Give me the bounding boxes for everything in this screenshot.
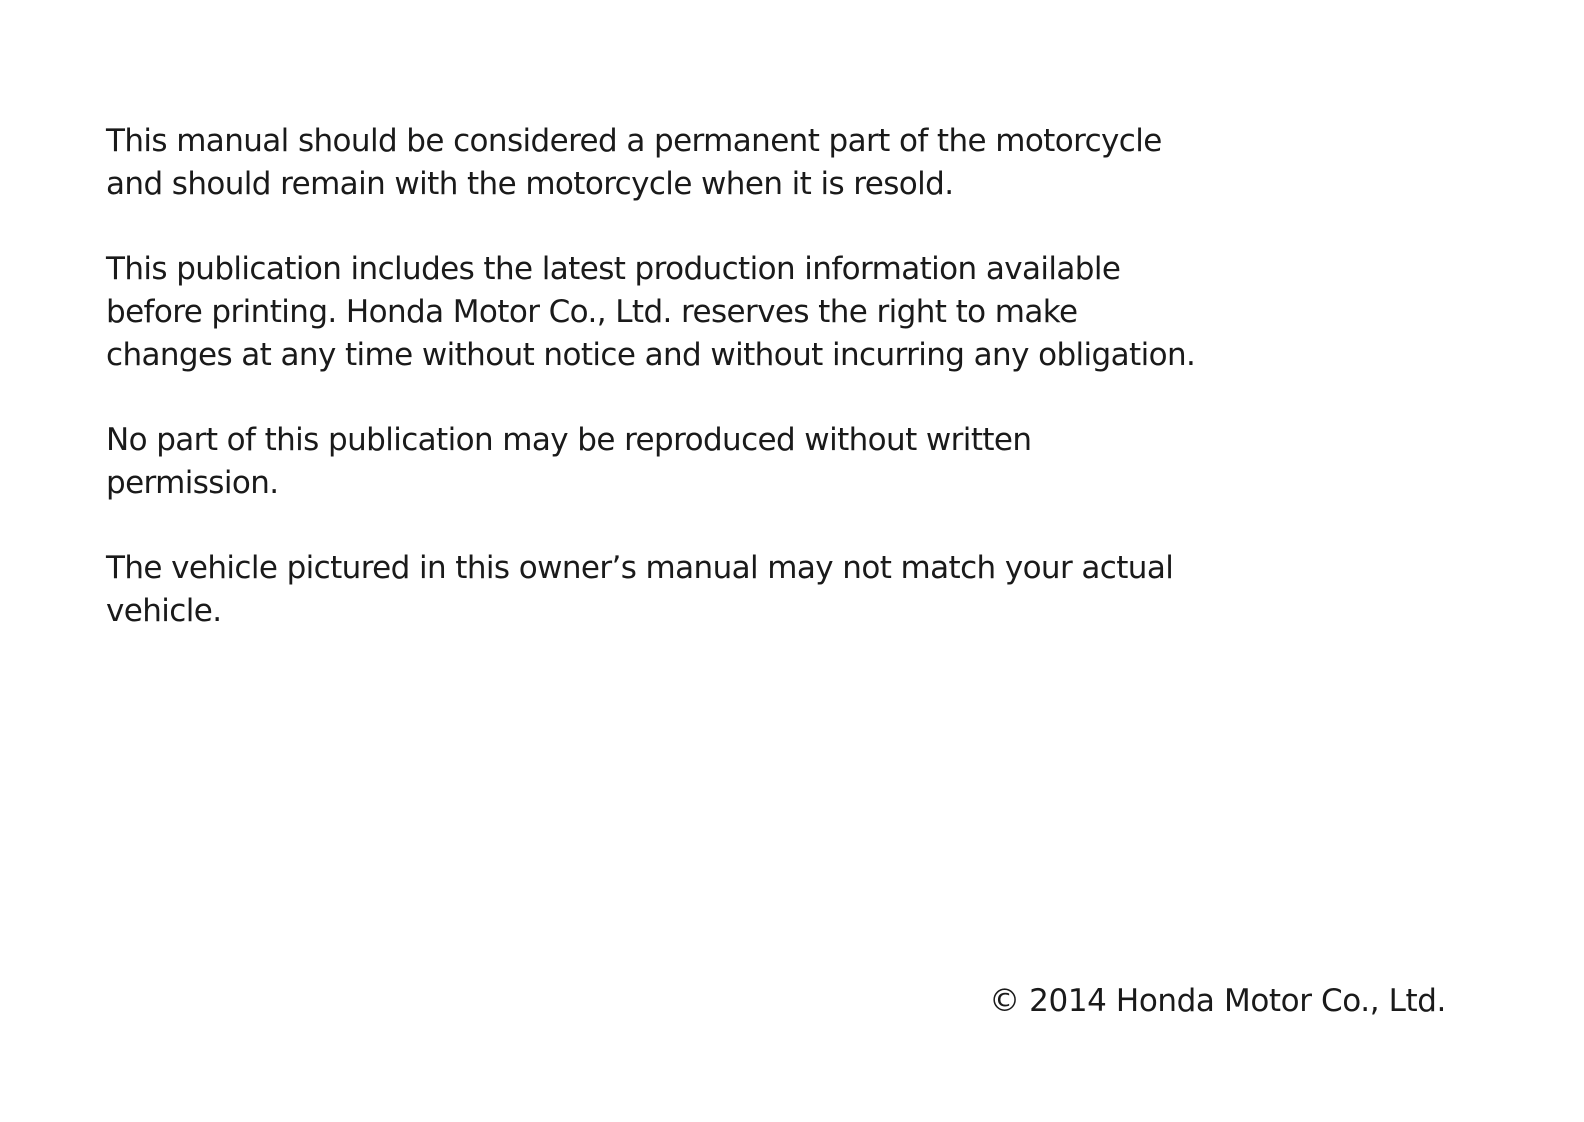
notice-line: No part of this publication may be reproduced without written <box>106 422 1032 458</box>
notice-line: The vehicle pictured in this owner’s manual may not match your actual <box>106 550 1174 586</box>
notice-line: changes at any time without notice and without incurring any obligation. <box>106 337 1196 373</box>
notice-line: permission. <box>106 465 279 501</box>
notice-permanent-part <box>106 120 1226 206</box>
notice-latest-information <box>106 248 1226 377</box>
notice-line: This publication includes the latest production information available <box>106 251 1121 287</box>
notice-line: and should remain with the motorcycle when it is resold. <box>106 166 954 202</box>
notice-vehicle-pictured <box>106 547 1226 633</box>
notices-section <box>106 120 1226 675</box>
notice-line: before printing. Honda Motor Co., Ltd. reserves the right to make <box>106 294 1078 330</box>
notice-line: vehicle. <box>106 593 222 629</box>
notice-line: This manual should be considered a permanent part of the motorcycle <box>106 123 1162 159</box>
notice-reproduction <box>106 419 1226 505</box>
copyright-notice: © 2014 Honda Motor Co., Ltd. <box>989 983 1446 1019</box>
